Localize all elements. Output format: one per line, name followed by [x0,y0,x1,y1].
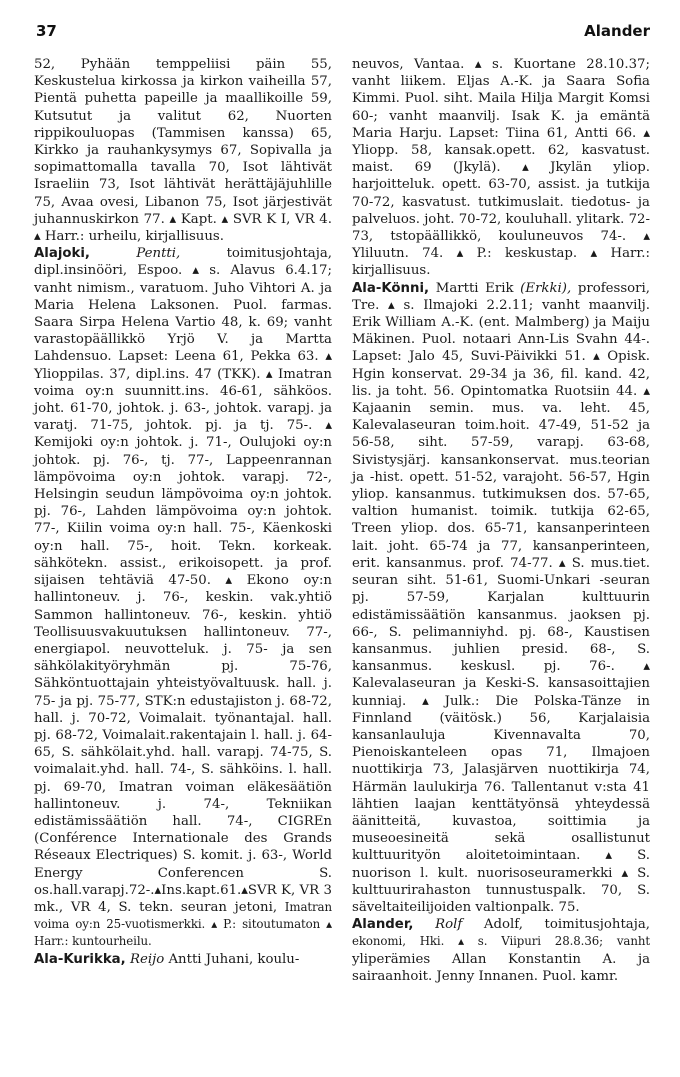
entry-surname: Ala-Kurikka, [34,951,126,967]
entry-surname: Alander, [352,917,414,933]
entry-ala-konni [352,280,650,917]
entry-text-small: ekonomi, Hki. ▴ s. Viipuri 28.8.36; vanht [352,934,650,949]
entry-text: toimitusjohtaja, dipl.insinööri, Espoo. ▴ s. Alavus 6.4.17; vanht nimism., varatuom. Juho Vihtori A. ja Maria Helena Laksonen. Puol. farmas. Saara Sirpa Helena Vartio 48, k. 69; vanht varastopäällikkö Yrjö V. ja Martta Lahdensuo. Lapset: Leena 61, Pekka 63. ▴ Ylioppilas. 37, dipl.ins. 47 (TKK). ▴ Imatran voima oy:n suunnitt.ins. 46-61, sähköos. joht. 61-70, johtok. j. 63-, johtok. varapj. ja varatj. 71-75, johtok. pj. ja tj. 75-. ▴ Kemijoki oy:n johtok. j. 71-, Oulujoki oy:n johtok. pj. 76-, tj. 77-, Lappeenrannan lämpövoima oy:n johtok. varapj. 72-, Helsingin seudun lämpövoima oy:n johtok. pj. 76-, Lahden lämpövoima oy:n johtok. 77-, Kiilin voima oy:n hall. 75-, Käenkoski oy:n hall. 75-, hoit. Tekn. korkeak. sähkötekn. assist., erikoisopett. ja prof. sijaisen tehtäviä 47-50. ▴ Ekono oy:n hallintoneuv. j. 76-, keskin. vak.yhtiö Sammon hallintoneuv. 76-, keskin. yhtiö Teollisuusvakuutuksen hallintoneuv. 77-, energiapol. neuvotteluk. j. 75- ja sen sähkölakityöryhmän pj. 75-76, Sähköntuottajain yhteistyövaltuusk. hall. j. 75- ja pj. 75-77, STK:n edustajiston j. 68-72, hall. j. 70-72, Voimalait. työnantajal. hall. pj. 68-72, Voimalait.rakentajain l. hall. j. 64-65, S. sähkölait.yhd. hall. varapj. 74-75, S. voimalait.yhd. hall. 74-, S. sähköins. l. hall. pj. 69-70, Imatran voiman eläkesäätiön hallintoneuv. j. 74-, Tekniikan edistämissäätiön hall. 74-, CIGREn (Conférence Internationale des Grands Réseaux Electriques) S. komit. j. 63-, World Energy Conferencen S. os.hall.varapj.72-.▴Ins.kapt.61.▴SVR K, VR 3 mk., VR 4, S. tekn. seuran jetoni, [34,246,333,915]
entry-continuation: 52, Pyhään temppeliisi päin 55, Keskustelua kirkossa ja kirkon vaiheilla 57, Pientä puhetta papeille ja maallikoille 59, Kutsutut ja valitut 62, Nuorten rippikouluopas (Tammisen kanssa) 65, Kirkko ja rauhankysymys 67, Sopivalla ja sopimattomalla tavalla 70, Isot lähtivät Israeliin 73, Isot lähtivät herättäjäjuhlille 75, Avaa ovesi, Libanon 75, Isot järjestivät juhannuskirkon 77. ▴ Kapt. ▴ SVR K I, VR 4. ▴ Harr.: urheilu, kirjallisuus. [34,57,332,245]
entry-text: Adolf, toimitusjohtaja, [483,917,650,933]
entry-continuation: neuvos, Vantaa. ▴ s. Kuortane 28.10.37; vanht liikem. Eljas A.-K. ja Saara Sofia Kimmi. Puol. siht. Maila Hilja Margit Komsi 60-; vanht maanvilj. Isak K. ja emäntä Maria Harju. Lapset: Tiina 61, Antti 66. ▴ Yliopp. 58, kansak.opett. 62, kasvatust. maist. 69 (Jkylä). ▴ Jkylän yliop. harjoitteluk. opett. 63-70, assist. ja tutkija 70-72, kasvatust. tutkimuslait. tiedotus- ja palveluos. joht. 70-72, kouluhall. ylitark. 72-73, tstopäällikkö, kouluneuvos 74-. ▴ Yliluutn. 74. ▴ P.: keskustap. ▴ Harr.: kirjallisuus. [352,57,650,279]
entry-text-tail: Imatran voima oy:n 25-vuotismerkki. ▴ P.: sitoutumaton ▴ Harr.: kuntourheilu. [34,899,332,949]
entry-text: professori, Tre. ▴ s. Ilmajoki 2.2.11; vanht maanvilj. Erik William A.-K. (ent. Malmberg) ja Maiju Mäkinen. Puol. notaari Ann-Lis Svahn 44-. Lapset: Jalo 45, Suvi-Päivikki 51. ▴ Opisk. Hgin konservat. 29-34 ja 36, fil. kand. 42, lis. ja toht. 56. Opintomatka Ruotsiin 44. ▴ Kajaanin semin. mus. va. leht. 45, Kalevalaseuran toim.hoit. 47-49, 51-52 ja 56-58, siht. 57-59, varapj. 63-68, Sivistysjärj. kansankonservat. mus.teorian ja -hist. opett. 51-52, varajoht. 56-57, Hgin yliop. kansanmus. tutkimuksen dos. 57-65, valtion humanist. toimik. tutkija 62-65, Treen yliop. dos. 65-71, kansanperinteen lait. joht. 65-74 ja 77, kansanperinteen, erit. kansanmus. prof. 74-77. ▴ S. mus.tiet. seuran siht. 51-61, Suomi-Unkari -seuran pj. 57-59, Karjalan kulttuurin edistämissäätiön kansanmus. jaoksen pj. 66-, S. pelimanniyhd. pj. 68-, Kaustisen kansanmus. juhlien presid. 68-, S. kansanmus. keskusl. pj. 76-. ▴ Kalevalaseuran ja Keski-S. kansasoittajien kunniaj. ▴ Julk.: Die Polska-Tänze in Finnland (väitösk.) 56, Karjalaisia kansanlauluja Kivennavalta 70, Pienoiskanteleen opas 71, Ilmajoen nuottikirja 73, Jalasjärven nuottikirja 74, Härmän laulukirja 76. Tallentanut v:sta 41 lähtien laajan kenttätyönsä yhteydessä äänitteitä, kuvastoa, soittimia ja museoesineitä sekä osallistunut kulttuurityön aloitetoimintaan. ▴ S. nuorison l. kult. nuorisoseuramerkki ▴ S. kulttuurirahaston tunnustuspalk. 70, S. säveltaiteilijoiden valtionpalk. 75. [352,280,650,915]
entry-text: Antti Juhani, koulu- [168,951,300,967]
entry-ala-kurikka [34,951,332,968]
entry-surname: Alajoki, [34,246,90,262]
entry-nickname: (Erkki), [520,280,572,296]
entry-alander [352,916,650,985]
page-number: 37 [36,22,57,40]
entry-text: yliperämies Allan Konstantin A. ja sairaanhoit. Jenny Innanen. Puol. kamr. [352,951,650,984]
entry-surname: Ala-Könni, [352,280,430,296]
entry-given-name: Rolf [435,917,463,933]
entry-given-name: Pentti, [136,246,181,262]
entry-given-name: Reijo [129,951,165,967]
right-column [352,56,650,985]
entry-given-name: Martti Erik [435,280,514,296]
running-head: Alander [584,22,650,40]
left-column [34,56,332,968]
entry-alajoki [34,245,332,950]
